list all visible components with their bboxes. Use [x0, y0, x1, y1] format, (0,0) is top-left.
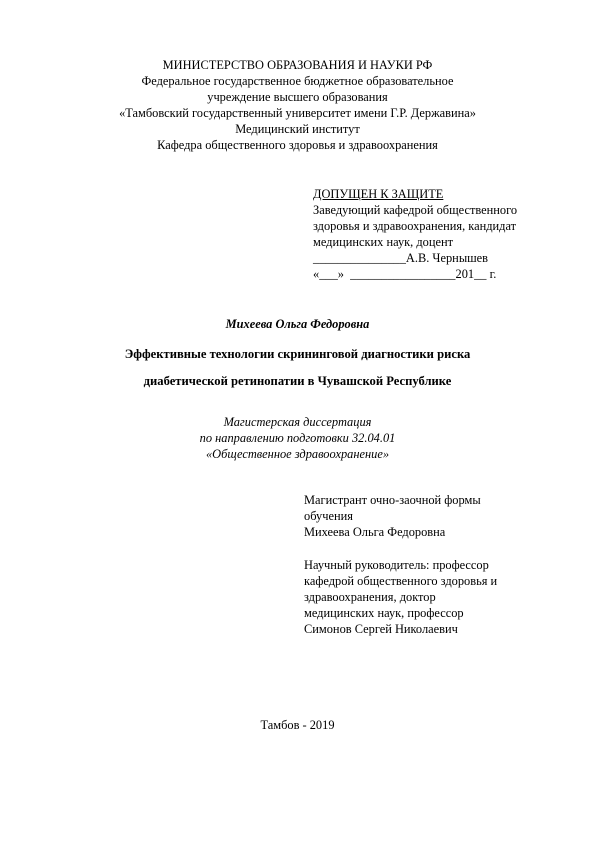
author-name: Михеева Ольга Федоровна — [225, 317, 370, 331]
thesis-title-line-1: Эффективные технологии скрининговой диагностики риска — [124, 347, 471, 361]
student-line-2: обучения — [304, 509, 353, 523]
header-university: «Тамбовский государственный университет имени Г.Р. Державина» — [119, 106, 476, 120]
header-institution-level: учреждение высшего образования — [207, 90, 388, 104]
header-institute: Медицинский институт — [235, 122, 360, 136]
approval-signature-line: _______________А.В. Чернышев — [313, 251, 489, 265]
city-year: Тамбов - 2019 — [260, 718, 335, 732]
supervisor-line-4: медицинских наук, профессор — [304, 606, 464, 620]
supervisor-line-3: здравоохранения, доктор — [304, 590, 436, 604]
work-type-line-2: по направлению подготовки 32.04.01 — [199, 431, 396, 445]
work-type-line-1: Магистерская диссертация — [223, 415, 372, 429]
student-line-1: Магистрант очно-заочной формы — [304, 493, 481, 507]
header-institution-type: Федеральное государственное бюджетное образовательное — [141, 74, 454, 88]
header-ministry: МИНИСТЕРСТВО ОБРАЗОВАНИЯ И НАУКИ РФ — [162, 58, 433, 72]
approval-heading: ДОПУЩЕН К ЗАЩИТЕ — [313, 187, 444, 201]
approval-line-1: Заведующий кафедрой общественного — [313, 203, 518, 217]
supervisor-name: Симонов Сергей Николаевич — [304, 622, 458, 636]
work-type-line-3: «Общественное здравоохранение» — [205, 447, 390, 461]
header-department: Кафедра общественного здоровья и здравоохранения — [157, 138, 438, 152]
supervisor-line-1: Научный руководитель: профессор — [304, 558, 489, 572]
student-name: Михеева Ольга Федоровна — [304, 525, 446, 539]
approval-line-3: медицинских наук, доцент — [313, 235, 454, 249]
approval-date-line: «___» _________________201__ г. — [313, 267, 497, 281]
thesis-title-line-2: диабетической ретинопатии в Чувашской Республике — [143, 374, 452, 388]
supervisor-line-2: кафедрой общественного здоровья и — [304, 574, 498, 588]
approval-line-2: здоровья и здравоохранения, кандидат — [313, 219, 517, 233]
